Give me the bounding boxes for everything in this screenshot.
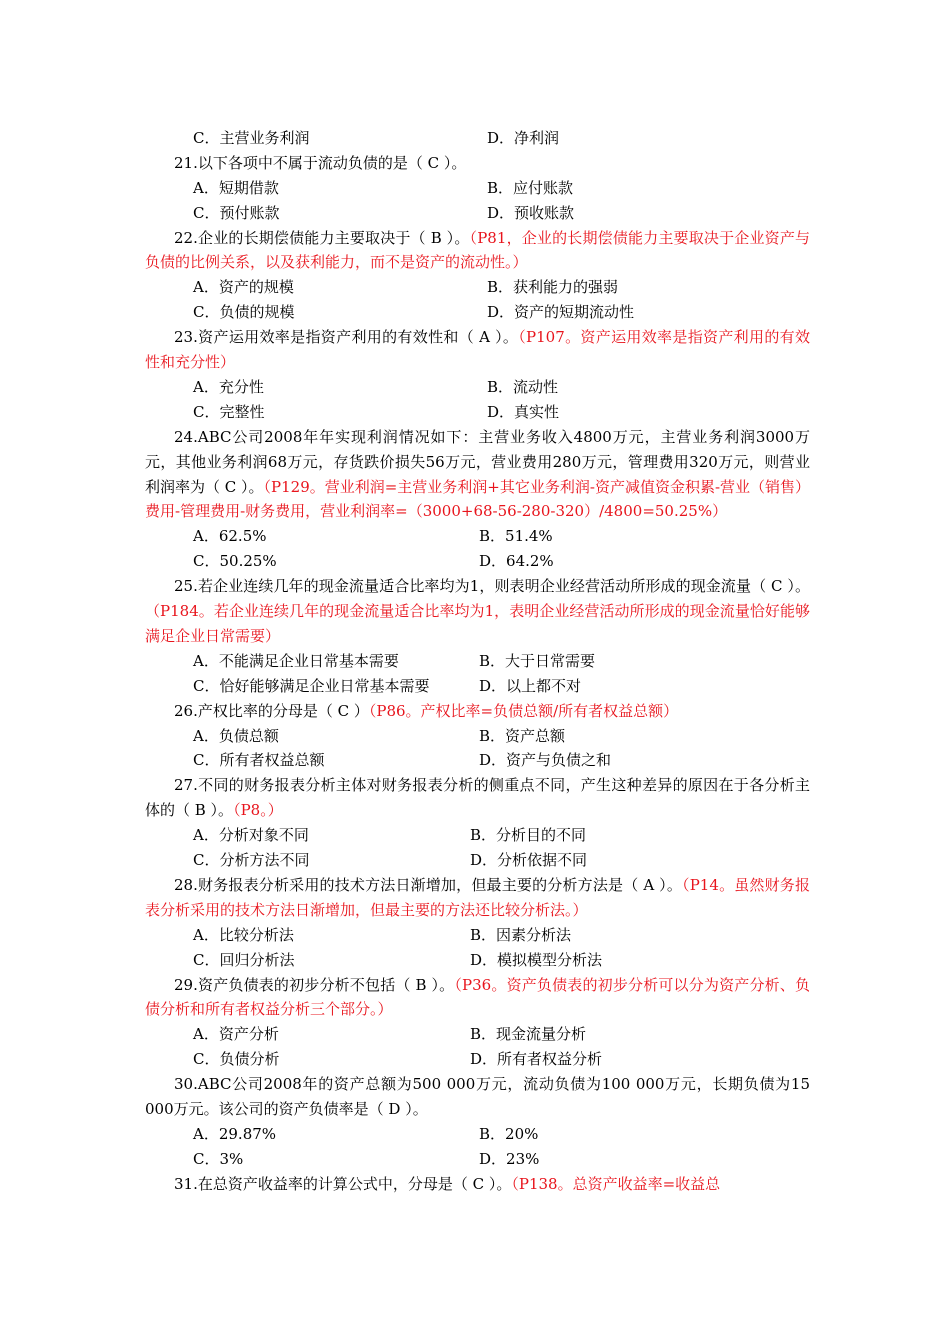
question-text: 30.ABC公司2008年的资产总额为500 000万元，流动负债为100 000万元，长期负债为15 000万元。该公司的资产负债率是（ D ）。 bbox=[145, 1075, 810, 1119]
answer-option: D．以上都不对 bbox=[479, 676, 582, 695]
answer-option: B．应付账款 bbox=[487, 178, 574, 197]
question-stem bbox=[145, 873, 810, 923]
answer-option: D．预收账款 bbox=[487, 203, 575, 222]
option-row bbox=[145, 176, 810, 201]
option-row bbox=[145, 923, 810, 948]
answer-option: B．因素分析法 bbox=[470, 925, 572, 944]
question-text: 31.在总资产收益率的计算公式中，分母是（ C ）。 bbox=[174, 1174, 512, 1193]
answer-option: B．20% bbox=[479, 1124, 539, 1143]
answer-option: C．50.25% bbox=[193, 552, 277, 571]
answer-option: A．资产的规模 bbox=[193, 278, 294, 297]
option-row bbox=[145, 1122, 810, 1147]
answer-option: B．流动性 bbox=[487, 377, 559, 396]
option-row bbox=[145, 1022, 810, 1047]
answer-option: C．负债的规模 bbox=[193, 303, 295, 322]
answer-option: D．分析依据不同 bbox=[470, 851, 588, 870]
question-text: 22.企业的长期偿债能力主要取决于（ B ）。 bbox=[174, 228, 470, 247]
answer-explanation: （P129。营业利润=主营业务利润+其它业务利润-资产减值资金积累-营业（销售）费用-管理费用-财务费用，营业利润率=（3000+68-56-280-320）/4800=50.25%） bbox=[145, 477, 811, 521]
answer-option: A．不能满足企业日常基本需要 bbox=[193, 651, 399, 670]
option-row bbox=[145, 524, 810, 549]
answer-option: D．23% bbox=[479, 1149, 540, 1168]
question-stem bbox=[145, 773, 810, 823]
answer-explanation: （P81，企业的长期偿债能力主要取决于企业资产与负债的比例关系，以及获利能力，而不是资产的流动性。） bbox=[145, 228, 810, 272]
option-row bbox=[145, 201, 810, 226]
answer-option: A．资产分析 bbox=[193, 1025, 279, 1044]
answer-explanation: （P107。资产运用效率是指资产利用的有效性和充分性） bbox=[145, 328, 810, 372]
answer-explanation: （P8。） bbox=[233, 801, 283, 820]
answer-explanation: （P36。资产负债表的初步分析可以分为资产分析、负债分析和所有者权益分析三个部分。） bbox=[145, 975, 810, 1019]
question-stem bbox=[145, 574, 810, 649]
question-stem bbox=[145, 1072, 810, 1122]
question-stem bbox=[145, 325, 810, 375]
question-text: 24.ABC公司2008年年实现利润情况如下：主营业务收入4800万元，主营业务利润3000万元，其他业务利润68万元，存货跌价损失56万元，营业费用280万元，管理费用320万元，则营业利润率为（ C ）。 bbox=[145, 427, 810, 496]
answer-option: A．62.5% bbox=[193, 527, 267, 546]
answer-option: C．负债分析 bbox=[193, 1050, 280, 1069]
option-row bbox=[145, 549, 810, 574]
question-text: 29.资产负债表的初步分析不包括（ B ）。 bbox=[174, 975, 455, 994]
answer-option: D．资产的短期流动性 bbox=[487, 303, 635, 322]
option-row bbox=[145, 1147, 810, 1172]
answer-explanation: （P14。虽然财务报表分析采用的技术方法日渐增加，但最主要的方法还比较分析法。） bbox=[145, 875, 810, 919]
answer-option: C．完整性 bbox=[193, 402, 265, 421]
answer-option: A．负债总额 bbox=[193, 726, 279, 745]
answer-option: C．3% bbox=[193, 1149, 244, 1168]
question-stem bbox=[145, 226, 810, 276]
question-stem bbox=[145, 1172, 810, 1197]
answer-option: D．净利润 bbox=[487, 129, 560, 147]
answer-option: A．短期借款 bbox=[193, 178, 279, 197]
answer-option: B．资产总额 bbox=[479, 726, 566, 745]
answer-option: D．真实性 bbox=[487, 402, 560, 421]
option-row bbox=[145, 724, 810, 749]
answer-option: C．主营业务利润 bbox=[193, 129, 310, 147]
answer-option: C．回归分析法 bbox=[193, 950, 295, 969]
answer-option: B．现金流量分析 bbox=[470, 1025, 587, 1044]
answer-option: B．分析目的不同 bbox=[470, 826, 587, 845]
answer-option: D．资产与负债之和 bbox=[479, 751, 612, 770]
option-row bbox=[145, 649, 810, 674]
question-text: 25.若企业连续几年的现金流量适合比率均为1，则表明企业经营活动所形成的现金流量（ C ）。 bbox=[174, 577, 810, 596]
answer-option: B．获利能力的强弱 bbox=[487, 278, 619, 297]
answer-option: C．恰好能够满足企业日常基本需要 bbox=[193, 676, 430, 695]
answer-option: C．预付账款 bbox=[193, 203, 280, 222]
question-text: 27.不同的财务报表分析主体对财务报表分析的侧重点不同，产生这种差异的原因在于各分析主体的（ B ）。 bbox=[145, 776, 810, 820]
question-text: 21.以下各项中不属于流动负债的是（ C ）。 bbox=[174, 153, 467, 172]
answer-option: B．大于日常需要 bbox=[479, 651, 596, 670]
answer-option: A．29.87% bbox=[193, 1124, 277, 1143]
question-text: 28.财务报表分析采用的技术方法日渐增加，但最主要的分析方法是（ A ）。 bbox=[174, 875, 683, 894]
answer-option: D．模拟模型分析法 bbox=[470, 950, 603, 969]
option-row bbox=[145, 748, 810, 773]
option-row bbox=[145, 823, 810, 848]
question-stem bbox=[145, 973, 810, 1023]
answer-option: A．比较分析法 bbox=[193, 925, 294, 944]
question-stem bbox=[145, 151, 810, 176]
question-text: 23.资产运用效率是指资产利用的有效性和（ A ）。 bbox=[174, 328, 519, 347]
document-body bbox=[145, 126, 810, 1197]
answer-option: A．分析对象不同 bbox=[193, 826, 309, 845]
option-row bbox=[145, 848, 810, 873]
option-row bbox=[145, 1047, 810, 1072]
option-row bbox=[145, 948, 810, 973]
option-row bbox=[145, 275, 810, 300]
answer-option: D．64.2% bbox=[479, 552, 554, 571]
question-stem bbox=[145, 425, 810, 525]
answer-explanation: （P184。若企业连续几年的现金流量适合比率均为1，表明企业经营活动所形成的现金流量恰好能够满足企业日常需要） bbox=[145, 602, 810, 645]
option-row bbox=[145, 126, 810, 151]
option-row bbox=[145, 300, 810, 325]
question-stem bbox=[145, 699, 810, 724]
answer-option: C．分析方法不同 bbox=[193, 851, 310, 870]
answer-explanation: （P138。总资产收益率=收益总 bbox=[511, 1174, 721, 1193]
answer-explanation: （P86。产权比率=负债总额/所有者权益总额） bbox=[368, 701, 679, 720]
answer-option: C．所有者权益总额 bbox=[193, 751, 325, 770]
answer-option: D．所有者权益分析 bbox=[470, 1050, 603, 1069]
question-text: 26.产权比率的分母是（ C ） bbox=[174, 701, 369, 720]
option-row bbox=[145, 400, 810, 425]
option-row bbox=[145, 674, 810, 699]
answer-option: A．充分性 bbox=[193, 377, 264, 396]
answer-option: B．51.4% bbox=[479, 527, 553, 546]
option-row bbox=[145, 375, 810, 400]
